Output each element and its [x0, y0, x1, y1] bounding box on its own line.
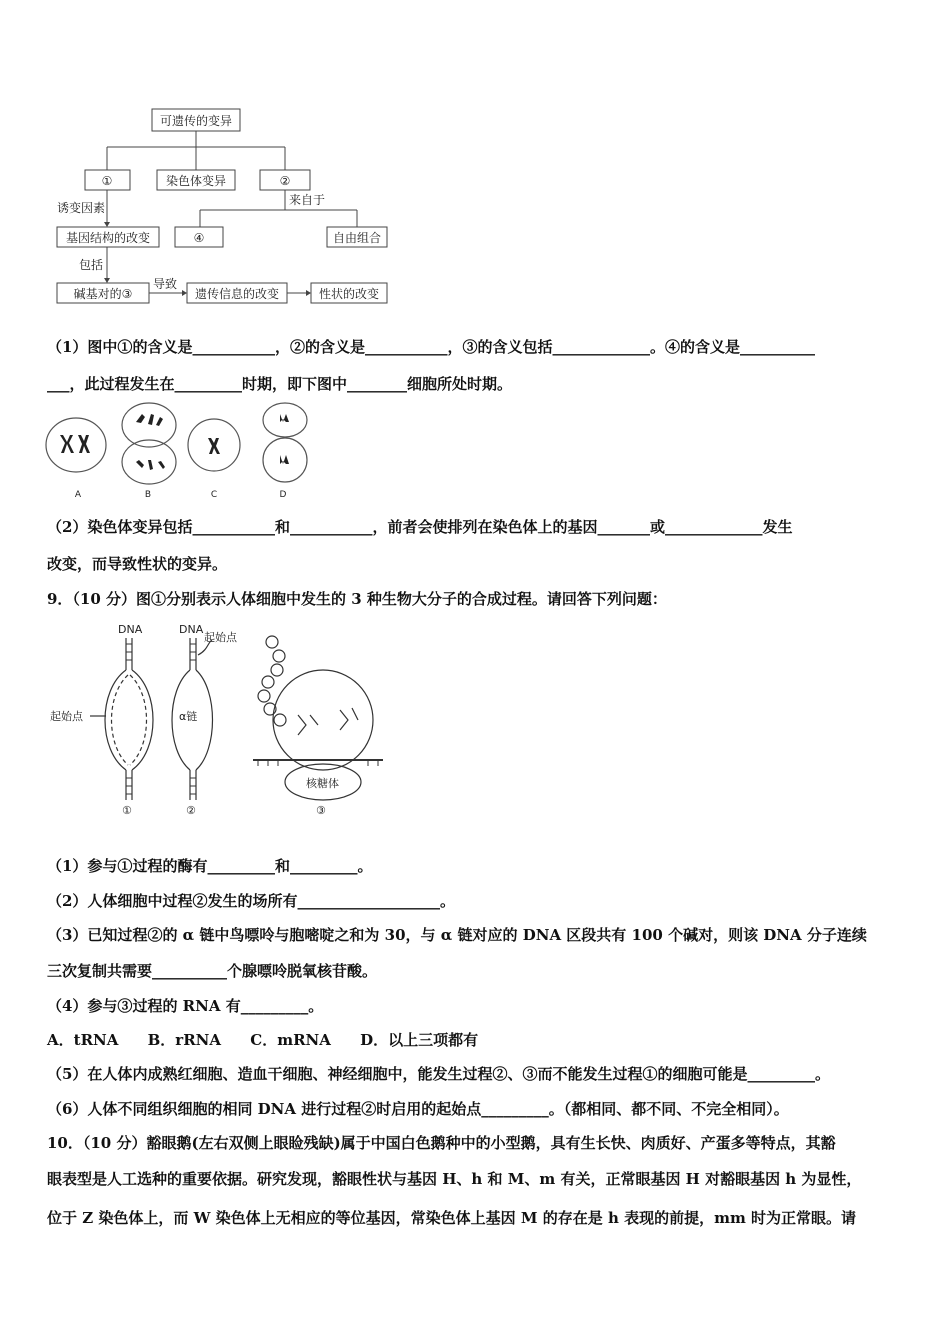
dna-label-1: DNA [118, 623, 143, 636]
q9-heading: 9．（10 分）图①分别表示人体细胞中发生的 3 种生物大分子的合成过程。请回答下列问题： [47, 590, 667, 608]
label-lead-to: 导致 [152, 277, 178, 291]
cell-label-b: B [144, 490, 152, 500]
origin-label-left: 起始点 [50, 710, 83, 723]
cell-label-d: D [279, 490, 287, 500]
q9-sub2: （2）人体细胞中过程②发生的场所有___________________。 [47, 892, 455, 910]
label-box1: ① [101, 174, 113, 188]
label-comes-from: 来自于 [288, 193, 326, 207]
q9-sub4-options [47, 1029, 917, 1050]
process-number-1: ① [122, 804, 132, 817]
label-box2: ② [279, 174, 291, 188]
q10-line1: 10．（10 分）豁眼鹅(左右双侧上眼睑残缺)属于中国白色鹅种中的小型鹅，具有生长快、肉质好、产蛋多等特点，其豁 [47, 1134, 836, 1152]
label-base-pair: 碱基对的③ [73, 287, 133, 301]
cell-division-figure [40, 400, 320, 505]
dna-label-2: DNA [179, 623, 204, 636]
macromolecule-synthesis-figure [48, 620, 388, 820]
q8-sub2-line1: （2）染色体变异包括___________和___________，前者会使排列在染色体上的基因_______或_____________发生 [47, 518, 793, 536]
option-a: A．tRNA [47, 1031, 119, 1049]
label-trait: 性状的改变 [318, 287, 380, 301]
label-top: 可遗传的变异 [159, 114, 233, 128]
origin-label-top: 起始点 [204, 631, 237, 644]
label-genetic-info: 遗传信息的改变 [194, 287, 280, 301]
label-gene-structure: 基因结构的改变 [65, 231, 151, 245]
q9-sub3-line1: （3）已知过程②的 α 链中鸟嘌呤与胞嘧啶之和为 30，与 α 链对应的 DNA 区段共有 100 个碱对，则该 DNA 分子连续 [47, 926, 867, 944]
label-box4: ④ [193, 231, 205, 245]
q10-line2: 眼表型是人工选种的重要依据。研究发现，豁眼性状与基因 H、h 和 M、m 有关，正常眼基因 H 对豁眼基因 h 为显性， [47, 1170, 862, 1188]
q8-sub1-line2: ___，此过程发生在_________时期，即下图中________细胞所处时期。 [47, 375, 513, 393]
label-chromosome: 染色体变异 [165, 174, 227, 188]
q9-sub6: （6）人体不同组织细胞的相同 DNA 进行过程②时启用的起始点_________。（都相同、都不同、不完全相同）。 [47, 1100, 789, 1118]
label-include: 包括 [78, 258, 104, 272]
cell-a-outline [46, 418, 106, 472]
q9-sub5: （5）在人体内成熟红细胞、造血干细胞、神经细胞中，能发生过程②、③而不能发生过程①的细胞可能是_________。 [47, 1065, 830, 1083]
q9-sub3-line2: 三次复制共需要__________个腺嘌呤脱氧核苷酸。 [47, 962, 378, 980]
cell-label-a: A [74, 490, 82, 500]
option-b: B．rRNA [147, 1031, 222, 1049]
q9-sub1: （1）参与①过程的酶有_________和_________。 [47, 857, 373, 875]
q8-sub1-line1: （1）图中①的含义是___________，②的含义是___________，③的含义包括_____________。④的含义是__________ [47, 338, 815, 356]
process-number-2: ② [186, 804, 196, 817]
option-c: C．mRNA [250, 1031, 331, 1049]
variation-flowchart [45, 105, 395, 310]
cell-label-c: C [210, 490, 218, 500]
q10-line3: 位于 Z 染色体上，而 W 染色体上无相应的等位基因，常染色体上基因 M 的存在是 h 表现的前提，mm 时为正常眼。请 [47, 1209, 857, 1227]
q8-sub2-line2: 改变，而导致性状的变异。 [47, 555, 228, 573]
process-number-3: ③ [316, 804, 326, 817]
option-d: D．以上三项都有 [360, 1031, 479, 1049]
label-free-combination: 自由组合 [332, 231, 382, 245]
label-mutagenic-factor: 诱变因素 [56, 201, 106, 215]
alpha-chain-label: α链 [179, 710, 198, 723]
q9-sub4: （4）参与③过程的 RNA 有_________。 [47, 997, 324, 1015]
ribosome-label: 核糖体 [306, 777, 339, 790]
